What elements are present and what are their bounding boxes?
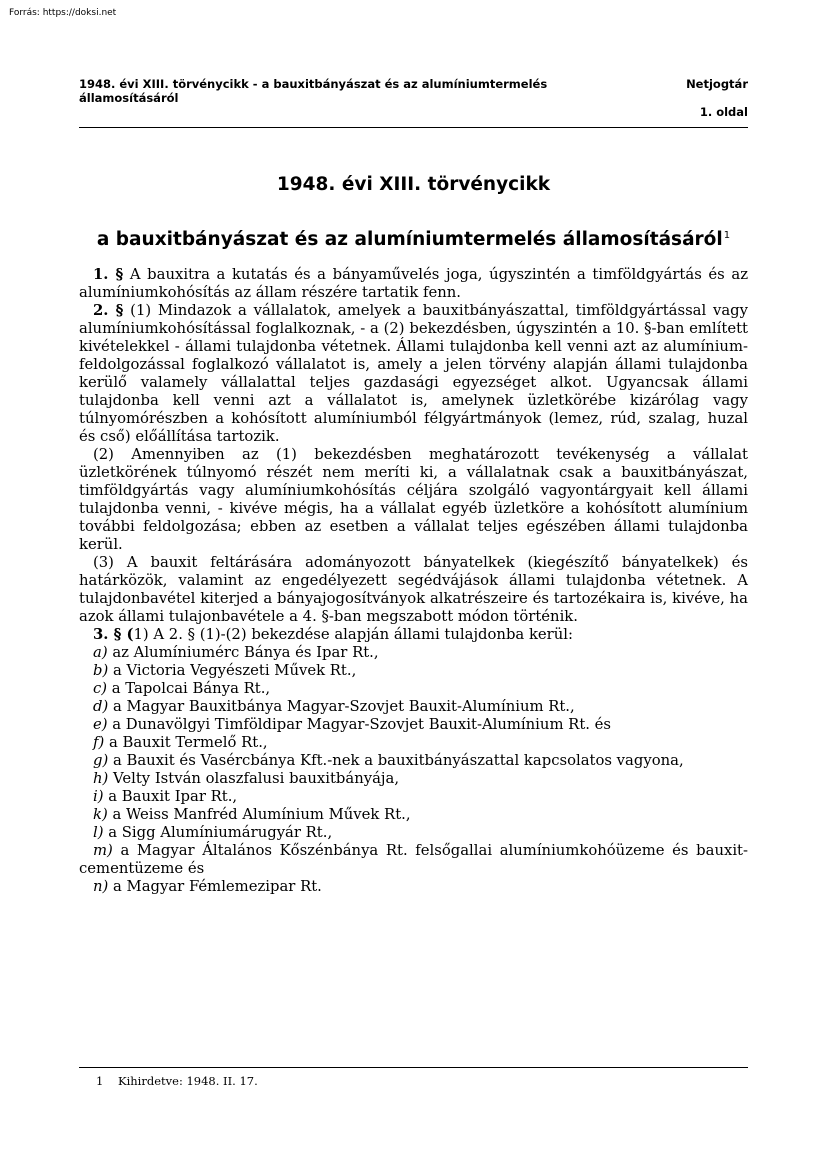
footnote-divider bbox=[79, 1067, 748, 1068]
item-text: a Victoria Vegyészeti Művek Rt., bbox=[108, 662, 357, 679]
item-letter: d) bbox=[93, 698, 109, 715]
footnote bbox=[96, 1074, 258, 1088]
section-text: (1) Mindazok a vállalatok, amelyek a bauxitbányászattal, timföldgyártással vagy alumíniumkohósítással foglalkoznak, - a (2) bekezdésben, úgyszintén a 10. §-ban említett kivételekkel - állami tulajdonba vétetnek. Állami tulajdonba kell venni azt az alumínium-feldolgozással foglalkozó vállalatot is, amely a jelen törvény alapján állami tulajdonba kerülő valamely vállalattal teljes gazdasági egyezséget alkot. Ugyancsak állami tulajdonba kell venni azt a vállalatot is, amelynek üzletkörébe kizárólag vagy túlnyomórészben a kohósított alumíniumból félgyártmányok (lemez, rúd, szalag, huzal és cső) előállítása tartozik. bbox=[79, 302, 748, 445]
item-letter: f) bbox=[93, 734, 105, 751]
item-text: a Tapolcai Bánya Rt., bbox=[107, 680, 271, 697]
item-letter: i) bbox=[93, 788, 104, 805]
header-title-line1: 1948. évi XIII. törvénycikk - a bauxitbányászat és az alumíniumtermelés bbox=[79, 77, 548, 91]
section-2-paragraph-2: (2) Amennyiben az (1) bekezdésben meghatározott tevékenység a vállalat üzletkörének túlnyomó részét nem meríti ki, a vállalatnak csak a bauxitbányászat, timföldgyártás vagy alumíniumkohósítás céljára szolgáló vagyontárgyait kell állami tulajdonba venni, - kivéve mégis, ha a vállalat egyéb üzletköre a kohósított alumínium további feldolgozása; ebben az esetben a vállalat teljes egészében állami tulajdonba kerül. bbox=[79, 446, 748, 553]
section-number: 2. § bbox=[93, 302, 124, 319]
item-letter: e) bbox=[93, 716, 108, 733]
list-item bbox=[79, 698, 748, 716]
footnote-number: 1 bbox=[96, 1074, 104, 1088]
item-letter: m) bbox=[93, 842, 113, 859]
document-subtitle-text: a bauxitbányászat és az alumíniumtermelés államosításáról bbox=[96, 229, 723, 250]
section-number: 1. § bbox=[93, 266, 124, 283]
list-item bbox=[79, 878, 748, 896]
item-text: a Sigg Alumíniumárugyár Rt., bbox=[103, 824, 333, 841]
document-subtitle bbox=[79, 229, 748, 250]
item-text: az Alumíniumérc Bánya és Ipar Rt., bbox=[107, 644, 379, 661]
header-title-line2: államosításáról bbox=[79, 91, 179, 105]
item-letter: g) bbox=[93, 752, 109, 769]
section-number: 3. § ( bbox=[93, 626, 134, 643]
item-text: a Bauxit és Vasércbánya Kft.-nek a bauxitbányászattal kapcsolatos vagyona, bbox=[108, 752, 684, 769]
list-item bbox=[79, 644, 748, 662]
list-item bbox=[79, 842, 748, 878]
item-text: a Bauxit Ipar Rt., bbox=[103, 788, 238, 805]
item-text: a Magyar Bauxitbánya Magyar-Szovjet Bauxit-Alumínium Rt., bbox=[108, 698, 575, 715]
list-item bbox=[79, 734, 748, 752]
section-1 bbox=[79, 266, 748, 302]
document-title: 1948. évi XIII. törvénycikk bbox=[276, 174, 551, 195]
header-title bbox=[79, 77, 619, 105]
section-2-paragraph-1 bbox=[79, 302, 748, 446]
header-meta bbox=[686, 77, 748, 119]
list-item bbox=[79, 662, 748, 680]
list-item bbox=[79, 788, 748, 806]
section-3 bbox=[79, 626, 748, 644]
item-text: a Magyar Általános Kőszénbánya Rt. felsőgallai alumíniumkohóüzeme és bauxit-cementüzeme és bbox=[79, 842, 748, 877]
header-divider bbox=[79, 127, 748, 128]
footnote-text: Kihirdetve: 1948. II. 17. bbox=[118, 1074, 258, 1088]
item-text: a Dunavölgyi Timföldipar Magyar-Szovjet Bauxit-Alumínium Rt. és bbox=[107, 716, 612, 733]
section-text: A bauxitra a kutatás és a bányaművelés joga, úgyszintén a timföldgyártás és az alumíniumkohósítás az állam részére tartatik fenn. bbox=[79, 266, 748, 301]
header-publisher: Netjogtár bbox=[686, 77, 748, 91]
item-letter: b) bbox=[93, 662, 109, 679]
list-item bbox=[79, 806, 748, 824]
item-text: Velty István olaszfalusi bauxitbányája, bbox=[108, 770, 400, 787]
section-2-paragraph-3: (3) A bauxit feltárására adományozott bányatelkek (kiegészítő bányatelkek) és határközök, valamint az engedélyezett segédvájások állami tulajdonba vétetnek. A tulajdonbavétel kiterjed a bányajogosítványok alkatrészeire és tartozékaira is, kivéve, ha azok állami tulajonbavétele a 4. §-ban megszabott módon történik. bbox=[79, 554, 748, 625]
list-item bbox=[79, 680, 748, 698]
item-text: a Magyar Fémlemezipar Rt. bbox=[108, 878, 322, 895]
list-item bbox=[79, 824, 748, 842]
section-text: 1) A 2. § (1)-(2) bekezdése alapján állami tulajdonba kerül: bbox=[133, 626, 573, 643]
item-letter: h) bbox=[93, 770, 109, 787]
item-letter: n) bbox=[93, 878, 109, 895]
item-text: a Bauxit Termelő Rt., bbox=[104, 734, 268, 751]
document-body bbox=[79, 266, 748, 896]
list-item bbox=[79, 770, 748, 788]
list-item bbox=[79, 716, 748, 734]
source-label: Forrás: https://doksi.net bbox=[9, 8, 117, 18]
header-page-number: 1. oldal bbox=[699, 105, 748, 119]
item-text: a Weiss Manfréd Alumínium Művek Rt., bbox=[107, 806, 411, 823]
item-letter: k) bbox=[93, 806, 108, 823]
item-letter: a) bbox=[93, 644, 108, 661]
item-letter: c) bbox=[93, 680, 108, 697]
item-letter: l) bbox=[93, 824, 104, 841]
list-item bbox=[79, 752, 748, 770]
footnote-ref: 1 bbox=[723, 230, 731, 241]
